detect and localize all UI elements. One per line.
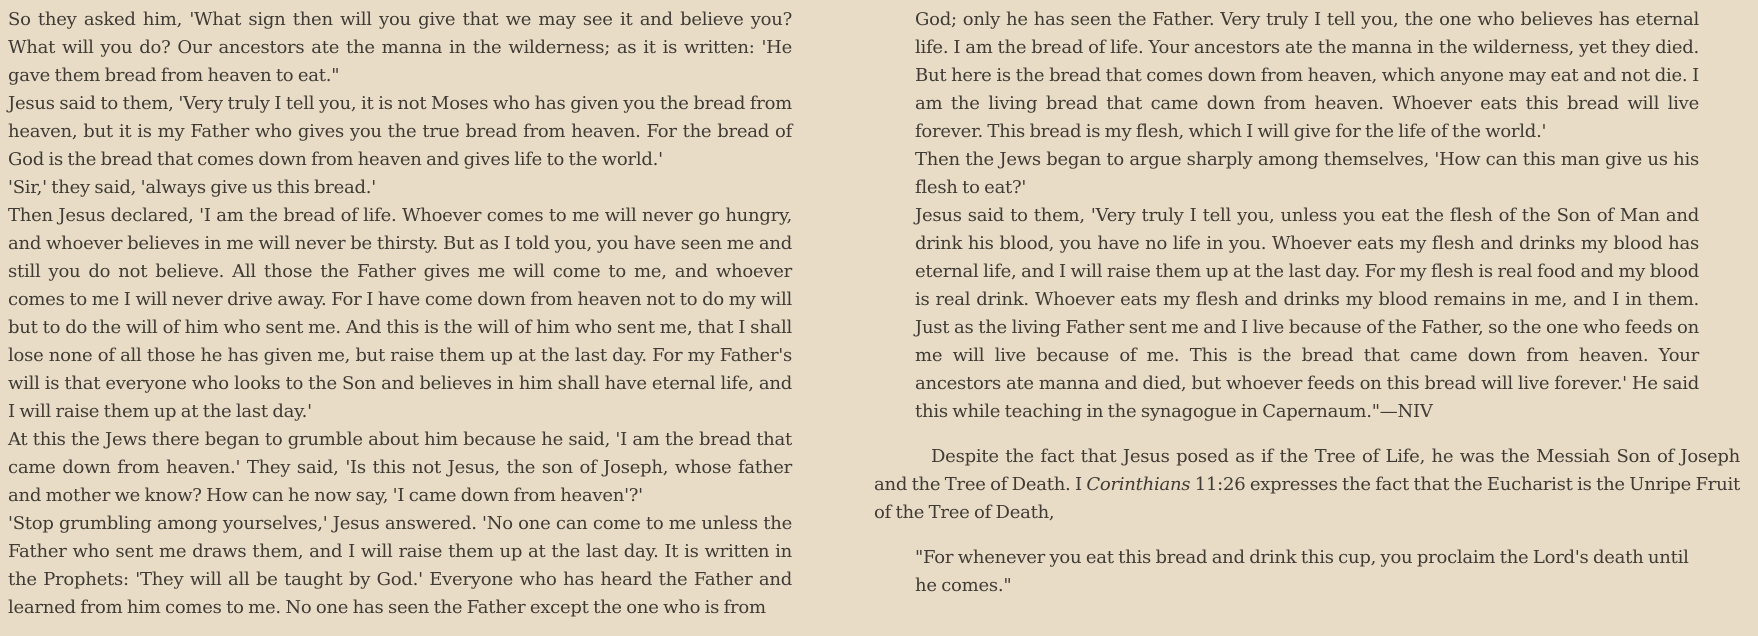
scripture-paragraph: 'Stop grumbling among yourselves,' Jesus answered. 'No one can come to me unless the Father who sent me draws them, and I will raise them up at the last day. It is written in the Prophets: 'They will all be taught by God.' Everyone who has heard the Father and learned from him comes to me. No one has seen the Father except the one who is from	[8, 513, 792, 618]
commentary-paragraph	[874, 443, 1740, 527]
scripture-paragraph: Jesus said to them, 'Very truly I tell you, it is not Moses who has given you the bread from heaven, but it is my Father who gives you the true bread from heaven. For the bread of God is the bread that comes down from heaven and gives life to the world.'	[8, 93, 792, 170]
scripture-quote-block	[874, 6, 1699, 426]
left-column	[8, 6, 792, 622]
scripture-paragraph: Jesus said to them, 'Very truly I tell you, unless you eat the flesh of the Son of Man and drink his blood, you have no life in you. Whoever eats my flesh and drinks my blood has eternal life, and I will raise them up at the last day. For my flesh is real food and my blood is real drink. Whoever eats my flesh and drinks my blood remains in me, and I in them. Just as the living Father sent me and I live because of the Father, so the one who feeds on me will live because of me. This is the bread that came down from heaven. Your ancestors ate manna and died, but whoever feeds on this bread will live forever.' He said this while teaching in the synagogue in Capernaum."—NIV	[915, 205, 1699, 422]
book-title: Corinthians	[1086, 474, 1191, 495]
right-column	[874, 6, 1740, 600]
scripture-paragraph: 'Sir,' they said, 'always give us this bread.'	[8, 177, 376, 198]
scripture-paragraph: Then Jesus declared, 'I am the bread of life. Whoever comes to me will never go hungry, and whoever believes in me will never be thirsty. But as I told you, you have seen me and still you do not believe. All those the Father gives me will come to me, and whoever comes to me I will never drive away. For I have come down from heaven not to do my will but to do the will of him who sent me. And this is the will of him who sent me, that I shall lose none of all those he has given me, but raise them up at the last day. For my Father's will is that everyone who looks to the Son and believes in him shall have eternal life, and I will raise them up at the last day.'	[8, 205, 792, 422]
scripture-paragraph: At this the Jews there began to grumble about him because he said, 'I am the bread that came down from heaven.' They said, 'Is this not Jesus, the son of Joseph, whose father and mother we know? How can he now say, 'I came down from heaven'?'	[8, 429, 792, 506]
commentary-text: Despite the fact that Jesus posed as if the Tree of Life, he was the Messiah Son of Joseph and the Tree of Death. I	[874, 446, 1740, 495]
scripture-paragraph: So they asked him, 'What sign then will you give that we may see it and believe you? What will you do? Our ancestors ate the manna in the wilderness; as it is written: 'He gave them bread from heaven to eat."	[8, 9, 792, 86]
scripture-paragraph: Then the Jews began to argue sharply among themselves, 'How can this man give us his flesh to eat?'	[915, 149, 1699, 198]
scripture-paragraph: God; only he has seen the Father. Very truly I tell you, the one who believes has eternal life. I am the bread of life. Your ancestors ate the manna in the wilderness, yet they died. But here is the bread that comes down from heaven, which anyone may eat and not die. I am the living bread that came down from heaven. Whoever eats this bread will live forever. This bread is my flesh, which I will give for the life of the world.'	[915, 9, 1699, 142]
commentary-text: 11:26 expresses the fact that the Eucharist is the Unripe Fruit of the Tree of Death,	[874, 474, 1740, 523]
closing-quote: "For whenever you eat this bread and drink this cup, you proclaim the Lord's death until he comes."	[915, 547, 1689, 596]
closing-quote-block	[874, 544, 1699, 600]
